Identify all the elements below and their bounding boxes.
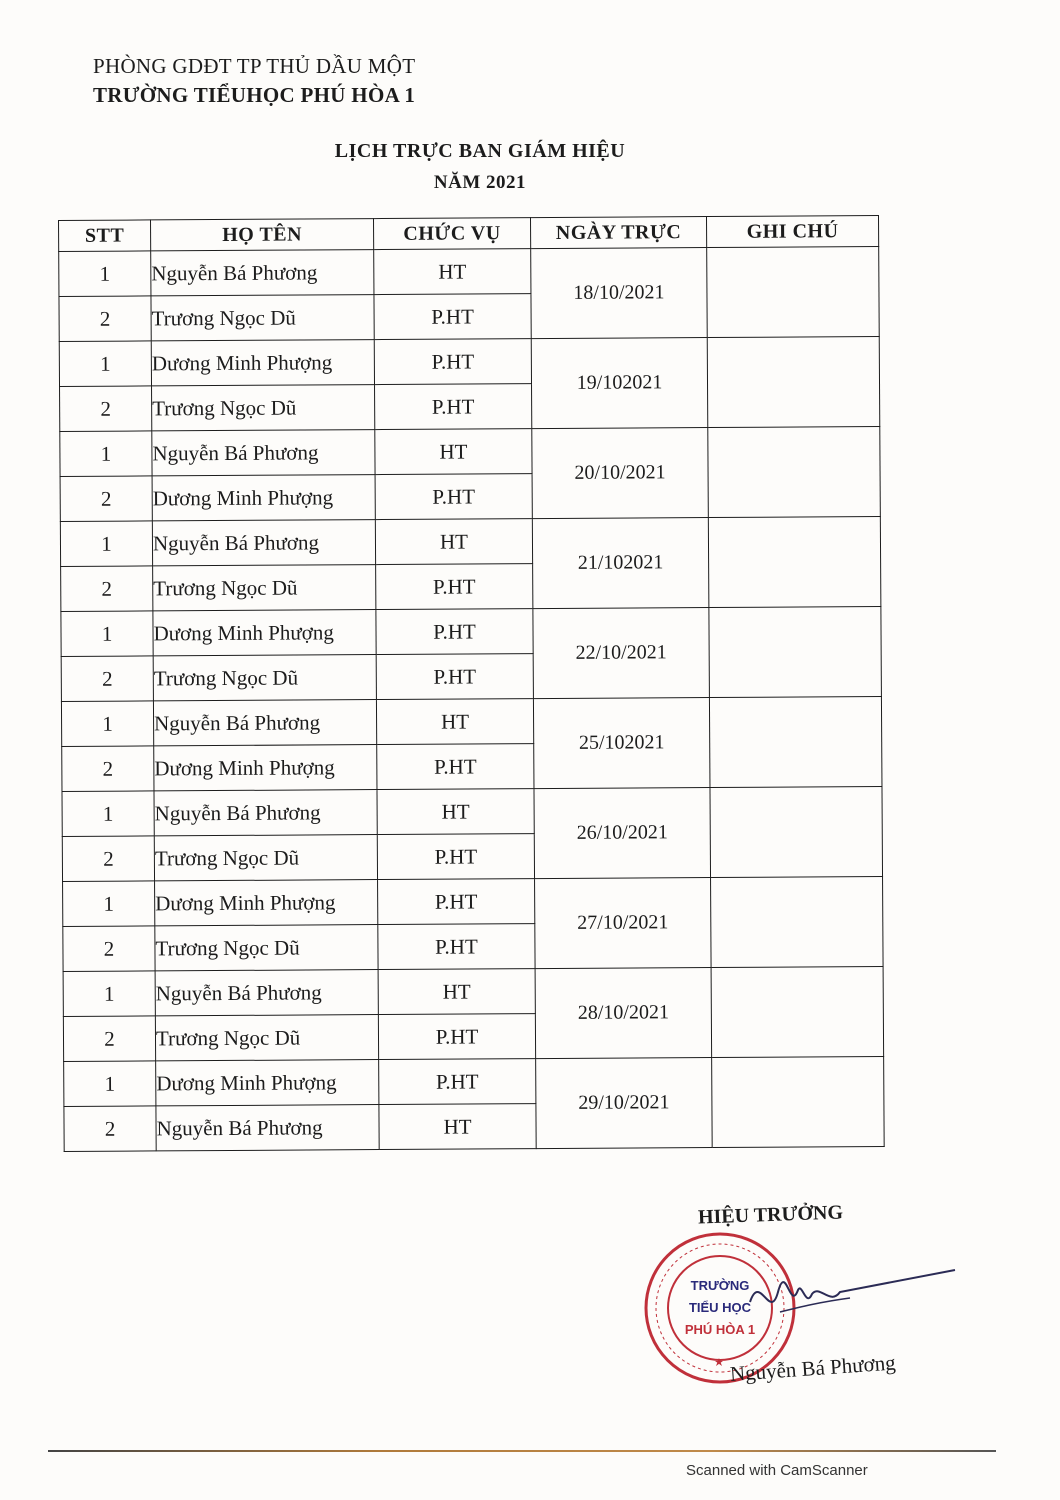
cell-stt: 2 (61, 656, 153, 702)
cell-name: Trương Ngọc Dũ (151, 295, 374, 341)
cell-role: HT (377, 789, 534, 835)
cell-name: Dương Minh Phượng (153, 610, 376, 656)
cell-date: 19/102021 (531, 338, 708, 429)
cell-note (710, 786, 883, 877)
table-row (59, 336, 879, 386)
cell-name: Trương Ngọc Dũ (154, 835, 377, 881)
cell-stt: 1 (59, 341, 151, 387)
document-title: LỊCH TRỰC BAN GIÁM HIỆU (334, 140, 626, 162)
signer-title: HIỆU TRƯỞNG (697, 1201, 844, 1229)
cell-stt: 1 (60, 431, 152, 477)
cell-note (708, 426, 881, 517)
cell-role: P.HT (375, 384, 532, 430)
table-row (60, 426, 880, 476)
cell-role: HT (379, 1104, 536, 1150)
cell-stt: 1 (61, 701, 153, 747)
cell-stt: 2 (59, 296, 151, 342)
cell-note (711, 876, 884, 967)
cell-note (711, 966, 884, 1057)
col-header-name: HỌ TÊN (151, 219, 374, 251)
seal-line-3: PHÚ HÒA 1 (684, 1322, 756, 1337)
cell-date: 20/10/2021 (532, 428, 709, 519)
cell-stt: 1 (61, 611, 153, 657)
cell-name: Dương Minh Phượng (151, 340, 374, 386)
seal-line-2: TIỂU HỌC (688, 1300, 752, 1315)
cell-name: Trương Ngọc Dũ (155, 925, 378, 971)
cell-stt: 2 (63, 1016, 155, 1062)
table-row (60, 516, 880, 566)
cell-role: HT (375, 519, 532, 565)
scanner-watermark: Scanned with CamScanner (686, 1462, 868, 1479)
col-header-note: GHI CHÚ (706, 215, 878, 247)
cell-role: P.HT (374, 294, 531, 340)
handwritten-signature (740, 1262, 960, 1342)
cell-role: P.HT (375, 474, 532, 520)
page-bottom-rule (48, 1450, 996, 1452)
signer-name: Nguyễn Bá Phương (729, 1350, 897, 1386)
cell-role: HT (376, 699, 533, 745)
table-row (61, 606, 881, 656)
cell-role: HT (374, 249, 531, 295)
table-row (62, 786, 882, 836)
cell-role: P.HT (376, 564, 533, 610)
cell-date: 28/10/2021 (535, 968, 712, 1059)
cell-date: 21/102021 (532, 518, 709, 609)
document-year: NĂM 2021 (433, 172, 527, 193)
cell-date: 27/10/2021 (535, 878, 712, 969)
cell-role: HT (378, 969, 535, 1015)
cell-stt: 1 (63, 971, 155, 1017)
duty-schedule-table (58, 215, 885, 1152)
cell-role: HT (375, 429, 532, 475)
cell-role: P.HT (376, 609, 533, 655)
cell-stt: 2 (60, 476, 152, 522)
cell-stt: 2 (63, 926, 155, 972)
cell-role: P.HT (377, 834, 534, 880)
table-body (59, 246, 884, 1151)
table-header-row (59, 215, 879, 251)
cell-date: 18/10/2021 (531, 248, 708, 339)
cell-stt: 1 (64, 1061, 156, 1107)
cell-stt: 2 (62, 746, 154, 792)
cell-role: P.HT (376, 654, 533, 700)
department-name: PHÒNG GDĐT TP THỦ DẦU MỘT (93, 54, 416, 78)
cell-name: Trương Ngọc Dũ (152, 385, 375, 431)
cell-note (709, 696, 882, 787)
cell-name: Nguyễn Bá Phương (155, 970, 378, 1016)
col-header-date: NGÀY TRỰC (530, 217, 706, 249)
cell-name: Nguyễn Bá Phương (153, 700, 376, 746)
cell-stt: 2 (60, 386, 152, 432)
cell-role: P.HT (379, 1059, 536, 1105)
cell-role: P.HT (378, 879, 535, 925)
cell-name: Dương Minh Phượng (152, 475, 375, 521)
cell-name: Nguyễn Bá Phương (156, 1105, 379, 1151)
cell-date: 29/10/2021 (536, 1058, 713, 1149)
cell-date: 25/102021 (533, 698, 710, 789)
cell-stt: 2 (64, 1106, 156, 1152)
cell-role: P.HT (377, 744, 534, 790)
cell-name: Nguyễn Bá Phương (152, 430, 375, 476)
cell-note (712, 1056, 885, 1147)
cell-role: P.HT (378, 924, 535, 970)
cell-name: Nguyễn Bá Phương (154, 790, 377, 836)
cell-name: Trương Ngọc Dũ (153, 565, 376, 611)
cell-date: 26/10/2021 (534, 788, 711, 879)
col-header-role: CHỨC VỤ (373, 218, 530, 250)
cell-role: P.HT (374, 339, 531, 385)
cell-note (708, 516, 881, 607)
seal-line-1: TRƯỜNG (690, 1278, 750, 1293)
cell-note (709, 606, 882, 697)
cell-name: Dương Minh Phượng (156, 1060, 379, 1106)
cell-note (707, 246, 880, 337)
table-row (64, 1056, 884, 1106)
table-row (63, 966, 883, 1016)
school-name: TRƯỜNG TIỂUHỌC PHÚ HÒA 1 (93, 83, 416, 107)
col-header-stt: STT (59, 220, 151, 252)
table-row (59, 246, 879, 296)
table-row (63, 876, 883, 926)
cell-date: 22/10/2021 (533, 608, 710, 699)
table-row (61, 696, 881, 746)
cell-name: Dương Minh Phượng (155, 880, 378, 926)
cell-name: Trương Ngọc Dũ (155, 1015, 378, 1061)
cell-stt: 2 (62, 836, 154, 882)
cell-stt: 2 (61, 566, 153, 612)
cell-name: Trương Ngọc Dũ (153, 655, 376, 701)
cell-stt: 1 (59, 251, 151, 297)
cell-stt: 1 (63, 881, 155, 927)
document-header (93, 52, 415, 110)
cell-stt: 1 (62, 791, 154, 837)
cell-name: Dương Minh Phượng (154, 745, 377, 791)
cell-name: Nguyễn Bá Phương (152, 520, 375, 566)
cell-stt: 1 (60, 521, 152, 567)
cell-role: P.HT (378, 1014, 535, 1060)
cell-note (707, 336, 880, 427)
cell-name: Nguyễn Bá Phương (151, 250, 374, 296)
